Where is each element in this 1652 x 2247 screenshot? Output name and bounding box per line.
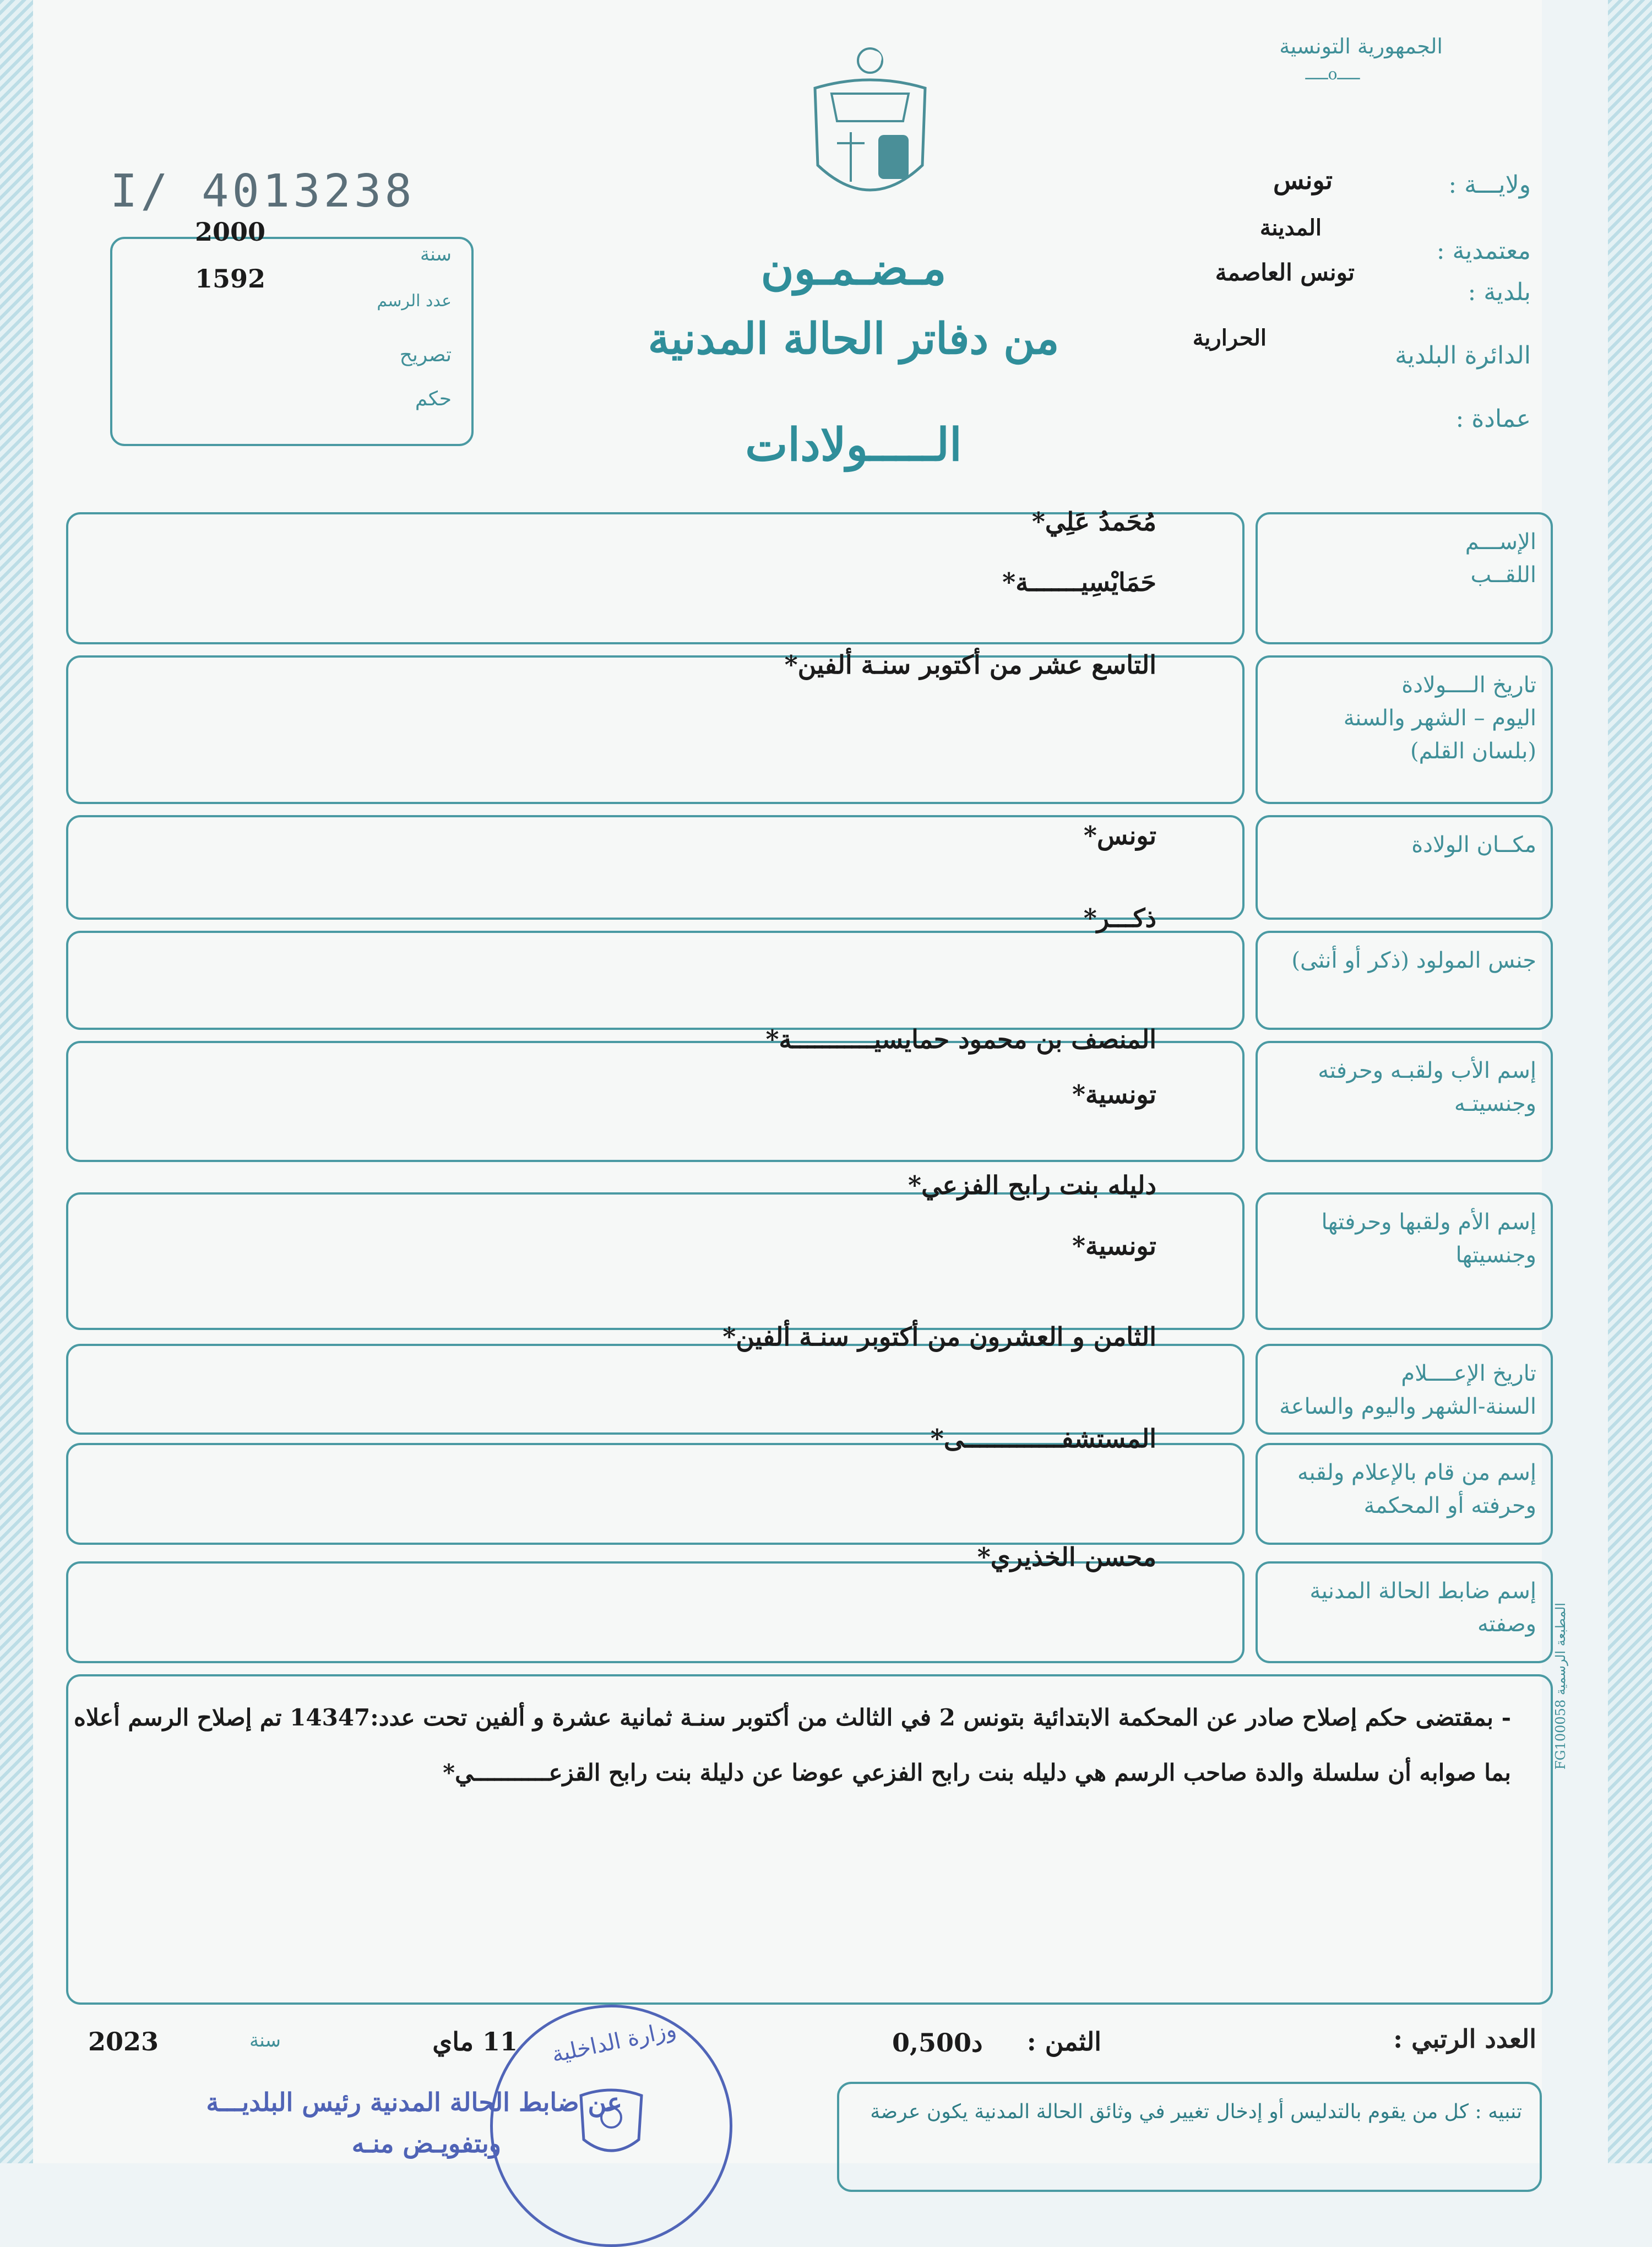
field-label: إسم ضابط الحالة المدنية: [1309, 1578, 1536, 1604]
daira-label: الدائرة البلدية: [1395, 341, 1531, 370]
field-label-box: [1256, 1344, 1553, 1435]
birth-certificate-sheet: [33, 0, 1568, 2163]
field-value: التاسع عشر من أكتوبر سنـة ألفين*: [784, 650, 1156, 680]
field-label-box: [1256, 512, 1553, 644]
field-value: محسن الخذيري*: [977, 1542, 1156, 1572]
field-label: مكــان الولادة: [1411, 832, 1536, 857]
field-label-box: [1256, 931, 1553, 1030]
reference-number-label: عدد الرسم: [377, 291, 452, 311]
field-label: وجنسيتها: [1455, 1242, 1536, 1268]
reference-box: [110, 217, 474, 446]
imada-label: عمادة :: [1455, 405, 1531, 433]
field-label: السنة-الشهر واليوم والساعة: [1279, 1394, 1536, 1419]
field-label-box: [1256, 655, 1553, 804]
serial-number-label: العدد الرتبي :: [1393, 2024, 1536, 2054]
field-label: وحرفته أو المحكمة: [1363, 1493, 1536, 1518]
price-label: الثمن :: [1026, 2027, 1101, 2056]
field-label: تاريخ الإعــــلام: [1401, 1361, 1536, 1386]
field-value: المستشفـــــــــــــى*: [930, 1424, 1156, 1453]
field-label-box: [1256, 1561, 1553, 1663]
price-value: 0,500د: [892, 2028, 983, 2058]
field-value-box: [66, 1192, 1245, 1330]
field-label: إسم الأب ولقبـه وحرفته: [1318, 1058, 1536, 1083]
stamp-emblem: [570, 2079, 653, 2162]
field-label-box: [1256, 1192, 1553, 1330]
field-label: جنس المولود (ذكر أو أنثى): [1291, 948, 1536, 973]
field-value: الثامن و العشرون من أكتوبر سنـة ألفين*: [722, 1322, 1156, 1352]
signature-line-2: وبتفويـض منـه: [351, 2129, 501, 2158]
field-value: ذكـــر*: [1083, 903, 1156, 933]
field-value-box: [66, 931, 1245, 1030]
field-label-box: [1256, 815, 1553, 920]
field-value: المنصف بن محمود حمايسيـــــــــــة*: [765, 1024, 1156, 1054]
baladia-value: تونس العاصمة: [1215, 259, 1355, 286]
field-value: تونسية*: [1072, 1231, 1156, 1261]
reference-number-value: 1592: [195, 264, 266, 294]
field-label: اللقــب: [1470, 562, 1536, 588]
mutamadia-label: معتمدية :: [1436, 237, 1531, 265]
coat-of-arms-emblem: [798, 39, 942, 220]
document-subtitle: من دفاتر الحالة المدنية: [648, 314, 1059, 364]
official-stamp: [490, 2005, 732, 2247]
reference-year-label: سنة: [420, 243, 452, 265]
republic-underline: ـــــoـــــ: [1305, 65, 1360, 83]
warning-text: تنبيه : كل من يقوم بالتدليس أو إدخال تغيير في وثائق الحالة المدنية يكون عرضة: [870, 2101, 1522, 2123]
date-day-month: 11 ماي: [432, 2027, 518, 2056]
registry-number: I/ 4013238: [110, 165, 415, 218]
field-label: وجنسيتـه: [1454, 1091, 1536, 1116]
field-label: وصفته: [1477, 1611, 1536, 1637]
field-value-box: [66, 1561, 1245, 1663]
printer-mark: المطبعة الرسمية FG100058: [1553, 1603, 1568, 1770]
field-value: مُحَمدُ عَلِي*: [1031, 507, 1156, 536]
field-label: إسم الأم ولقبها وحرفتها: [1321, 1209, 1536, 1235]
field-label-box: [1256, 1041, 1553, 1162]
reference-year-value: 2000: [195, 217, 266, 247]
remarks-line-1: - بمقتضى حكم إصلاح صادر عن المحكمة الابتدائية بتونس 2 في الثالث من أكتوبر سنـة ثمانية عشرة و ألفين تحت عدد:14347 تم إصلاح الرسم أعلاه: [73, 1704, 1511, 1731]
field-value: حَمَايْسِيـــــــة*: [1002, 567, 1156, 597]
field-value-box: [66, 1443, 1245, 1545]
field-label: إسم من قام بالإعلام ولقبه: [1297, 1460, 1536, 1485]
field-value: دليله بنت رابح الفزعي*: [908, 1170, 1156, 1200]
remarks-box: [66, 1674, 1553, 2005]
field-value-box: [66, 1344, 1245, 1435]
reference-hukm-label: حكم: [415, 388, 452, 410]
right-guilloche-border: [1608, 0, 1652, 2163]
date-year-label: سنة: [249, 2029, 281, 2051]
field-label: اليوم – الشهر والسنة: [1343, 705, 1536, 731]
daira-value: الحرارية: [1192, 325, 1267, 351]
field-value: تونس*: [1083, 821, 1156, 850]
warning-box: [837, 2082, 1542, 2192]
date-year-value: 2023: [88, 2027, 159, 2056]
field-label: الإســـم: [1465, 529, 1536, 555]
wilaya-value: تونس: [1273, 165, 1333, 195]
section-title-births: الـــــولادات: [745, 419, 962, 471]
document-title: مـضـمـون: [760, 242, 947, 295]
republic-heading: الجمهورية التونسية: [1279, 34, 1443, 58]
wilaya-label: ولايـــة :: [1448, 171, 1531, 199]
field-label: (بلسان القلم): [1410, 739, 1536, 764]
baladia-label: بلدية :: [1468, 278, 1531, 306]
field-value: تونسية*: [1072, 1079, 1156, 1109]
field-label: تاريخ الــــولادة: [1401, 672, 1536, 698]
remarks-line-2: بما صوابه أن سلسلة والدة صاحب الرسم هي دليله بنت رابح الفزعي عوضا عن دليلة بنت رابح القزعـــــــــــي*: [443, 1759, 1511, 1786]
stamp-text: وزارة الداخلية: [549, 2016, 679, 2068]
reference-tasrih-label: تصريح: [399, 344, 452, 366]
mutamadia-value: المدينة: [1259, 215, 1322, 241]
field-label-box: [1256, 1443, 1553, 1545]
signature-line-1: عن ضابط الحالة المدنية رئيس البلديـــة: [206, 2087, 622, 2117]
